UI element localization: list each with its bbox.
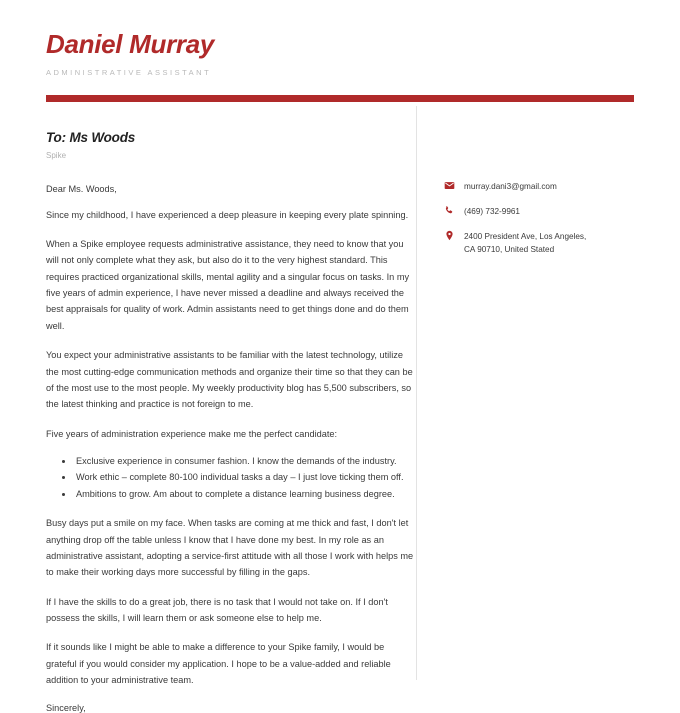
recipient-company: Spike bbox=[46, 150, 67, 160]
envelope-icon bbox=[444, 180, 455, 191]
applicant-job-title: ADMINISTRATIVE ASSISTANT bbox=[46, 67, 212, 77]
letter-closing: Sincerely, bbox=[46, 702, 86, 713]
letter-paragraph: When a Spike employee requests administrative assistance, they need to know that you will not only complete what they ask, but also do it to the very highest standard. This requires practiced organizational skills, mental agility and a singular focus on tasks. In my five years of admin experience, I have never missed a deadline and always received the best appraisals for quality of work. Admin assistants need to get things done and do them well. bbox=[46, 238, 410, 331]
contact-address-value[interactable] bbox=[464, 230, 586, 257]
contact-email-row bbox=[444, 180, 680, 193]
phone-icon bbox=[444, 205, 455, 216]
letter-paragraph: You expect your administrative assistants to be familiar with the latest technology, utilize the most cutting-edge communication methods and organize their time so that they can be of the most use to the most people. My weekly productivity blog has 5,500 subscribers, so the latest thinking and practice is not foreign to me. bbox=[46, 350, 413, 410]
letter-paragraph: If I have the skills to do a great job, there is no task that I would not take on. If I don't possess the skills, I will learn them or ask someone else to help me. bbox=[46, 596, 388, 624]
letter-paragraph: Busy days put a smile on my face. When tasks are coming at me thick and fast, I don't let anything drop off the table unless I know that I have done my best. In my role as an administrative assistant, adopting a service-first attitude with all those I work with helps me to make their working days more successful by filling in the gaps. bbox=[46, 518, 414, 578]
letter-salutation: Dear Ms. Woods, bbox=[46, 183, 117, 194]
letter-paragraph: Since my childhood, I have experienced a deep pleasure in keeping every plate spinning. bbox=[46, 209, 409, 220]
contact-phone-row bbox=[444, 205, 680, 218]
contact-phone-value[interactable]: (469) 732-9961 bbox=[464, 206, 520, 216]
contact-email-value[interactable]: murray.dani3@gmail.com bbox=[464, 181, 557, 191]
list-item: • Exclusive experience in consumer fashion. I know the demands of the industry. bbox=[74, 453, 416, 469]
document-body bbox=[0, 102, 680, 713]
list-item: • Work ethic – complete 80-100 individual tasks a day – I just love ticking them off. bbox=[74, 469, 416, 485]
letter-paragraph: Five years of administration experience make me the perfect candidate: bbox=[46, 428, 338, 439]
document-header bbox=[0, 0, 680, 77]
letter-column bbox=[0, 102, 416, 713]
location-pin-icon bbox=[444, 230, 455, 241]
qualifications-list bbox=[46, 453, 416, 502]
address-line-2: CA 90710, United Stated bbox=[464, 245, 555, 255]
contact-column bbox=[417, 102, 680, 680]
header-accent-bar bbox=[46, 95, 634, 102]
list-item: • Ambitions to grow. Am about to complete a distance learning business degree. bbox=[74, 486, 416, 502]
applicant-name: Daniel Murray bbox=[46, 29, 215, 59]
contact-address-row bbox=[444, 230, 680, 257]
recipient-name: To: Ms Woods bbox=[46, 129, 136, 145]
letter-paragraph: If it sounds like I might be able to make a difference to your Spike family, I would be grateful if you would consider my application. I hope to be a value-added and reliable addition to your administrative team. bbox=[46, 642, 391, 686]
address-line-1: 2400 President Ave, Los Angeles, bbox=[464, 232, 587, 242]
